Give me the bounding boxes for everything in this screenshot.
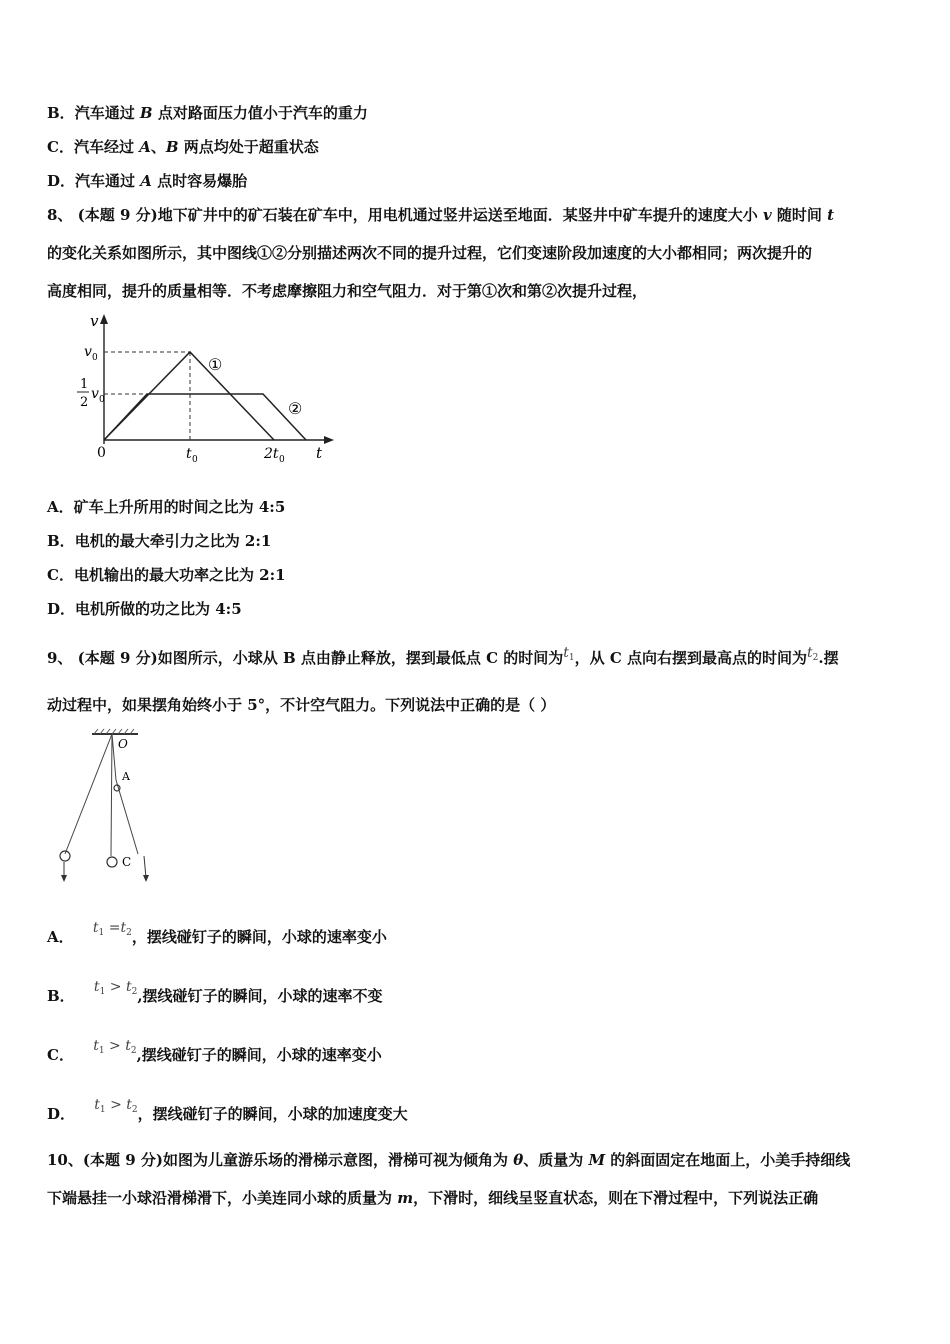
q7-option-c: C．汽车经过 A、B 两点均处于超重状态 xyxy=(47,138,319,156)
graph-t-arrow xyxy=(324,436,334,444)
curve-1 xyxy=(104,352,274,440)
string-to-nail xyxy=(112,734,116,780)
v0-label-sub: 0 xyxy=(92,353,98,363)
half-v0-sub: 0 xyxy=(99,395,105,405)
half-v0-label: v xyxy=(91,386,99,402)
pivot-label: O xyxy=(118,737,128,751)
q8-vt-graph xyxy=(70,312,340,470)
q9-stem-line1: 9、 (本题 9 分)如图所示，小球从 B 点由静止释放，摆到最低点 C 的时间为$t_1$，从 C 点向右摆到最高点的时间为$t_2$.摆 xyxy=(47,645,839,667)
q10-stem-line1: 10、(本题 9 分)如图为儿童游乐场的滑梯示意图，滑梯可视为倾角为 θ、质量为 M 的斜面固定在地面上，小美手持细线 xyxy=(47,1151,851,1169)
graph-v-arrow xyxy=(100,314,108,324)
q9-option-b: B． $t_1 > t_2$,摆线碰钉子的瞬间，小球的速率不变 xyxy=(47,979,383,1005)
curve-2-label: ② xyxy=(288,399,303,418)
v0-label: v xyxy=(84,344,92,360)
q8-stem-line2: 的变化关系如图所示，其中图线①②分别描述两次不同的提升过程，它们变速阶段加速度的大小都相同；两次提升的 xyxy=(47,244,813,262)
half-num: 1 xyxy=(80,377,89,392)
q9-option-d: D． $t_1 > t_2$，摆线碰钉子的瞬间，小球的加速度变大 xyxy=(47,1097,408,1123)
q8-stem-line1: 8、 (本题 9 分)地下矿井中的矿石装在矿车中，用电机通过竖井运送至地面．某竖井中矿车提升的速度大小 v 随时间 t xyxy=(47,206,835,224)
string-left xyxy=(65,734,112,854)
curve-1-label: ① xyxy=(208,355,223,374)
q10-stem-line2: 下端悬挂一小球沿滑梯滑下，小美连同小球的质量为 m，下滑时，细线呈竖直状态，则在下滑过程中，下列说法正确 xyxy=(47,1189,819,1207)
axis-t-label: t xyxy=(316,444,323,462)
ball-left xyxy=(60,851,70,861)
t0-label: t xyxy=(186,446,192,462)
curve-2 xyxy=(104,394,306,440)
q8-option-d: D．电机所做的功之比为 4:5 xyxy=(47,600,242,618)
axis-v-label: v xyxy=(90,312,99,330)
t0-sub: 0 xyxy=(192,455,198,465)
q7-option-b: B．汽车通过 B 点对路面压力值小于汽车的重力 xyxy=(47,104,368,122)
ball-bottom xyxy=(107,857,117,867)
q8-option-c: C．电机输出的最大功率之比为 2:1 xyxy=(47,566,286,584)
origin-label: 0 xyxy=(97,445,106,461)
string-right xyxy=(116,780,138,854)
q8-stem-line3: 高度相同，提升的质量相等．不考虑摩擦阻力和空气阻力．对于第①次和第②次提升过程， xyxy=(47,282,648,300)
q8-option-b: B．电机的最大牵引力之比为 2:1 xyxy=(47,532,272,550)
q9-pendulum-figure xyxy=(52,728,162,884)
nail xyxy=(114,785,120,791)
two-t0-label: 2t xyxy=(264,446,279,462)
string-middle xyxy=(111,734,112,856)
two-t0-sub: 0 xyxy=(279,455,285,465)
q7-option-d: D．汽车通过 A 点时容易爆胎 xyxy=(47,172,248,190)
q9-stem-line2: 动过程中，如果摆角始终小于 5°，不计空气阻力。下列说法中正确的是（ ） xyxy=(47,696,556,714)
nail-label: A xyxy=(122,770,130,783)
q8-option-a: A．矿车上升所用的时间之比为 4:5 xyxy=(47,498,286,516)
q9-option-c: C． $t_1 > t_2$,摆线碰钉子的瞬间，小球的速率变小 xyxy=(47,1038,382,1064)
half-den: 2 xyxy=(80,395,89,410)
bottom-label: C xyxy=(122,855,132,869)
q9-option-a: A． $t_1 =t_2$，摆线碰钉子的瞬间，小球的速率变小 xyxy=(47,920,387,946)
